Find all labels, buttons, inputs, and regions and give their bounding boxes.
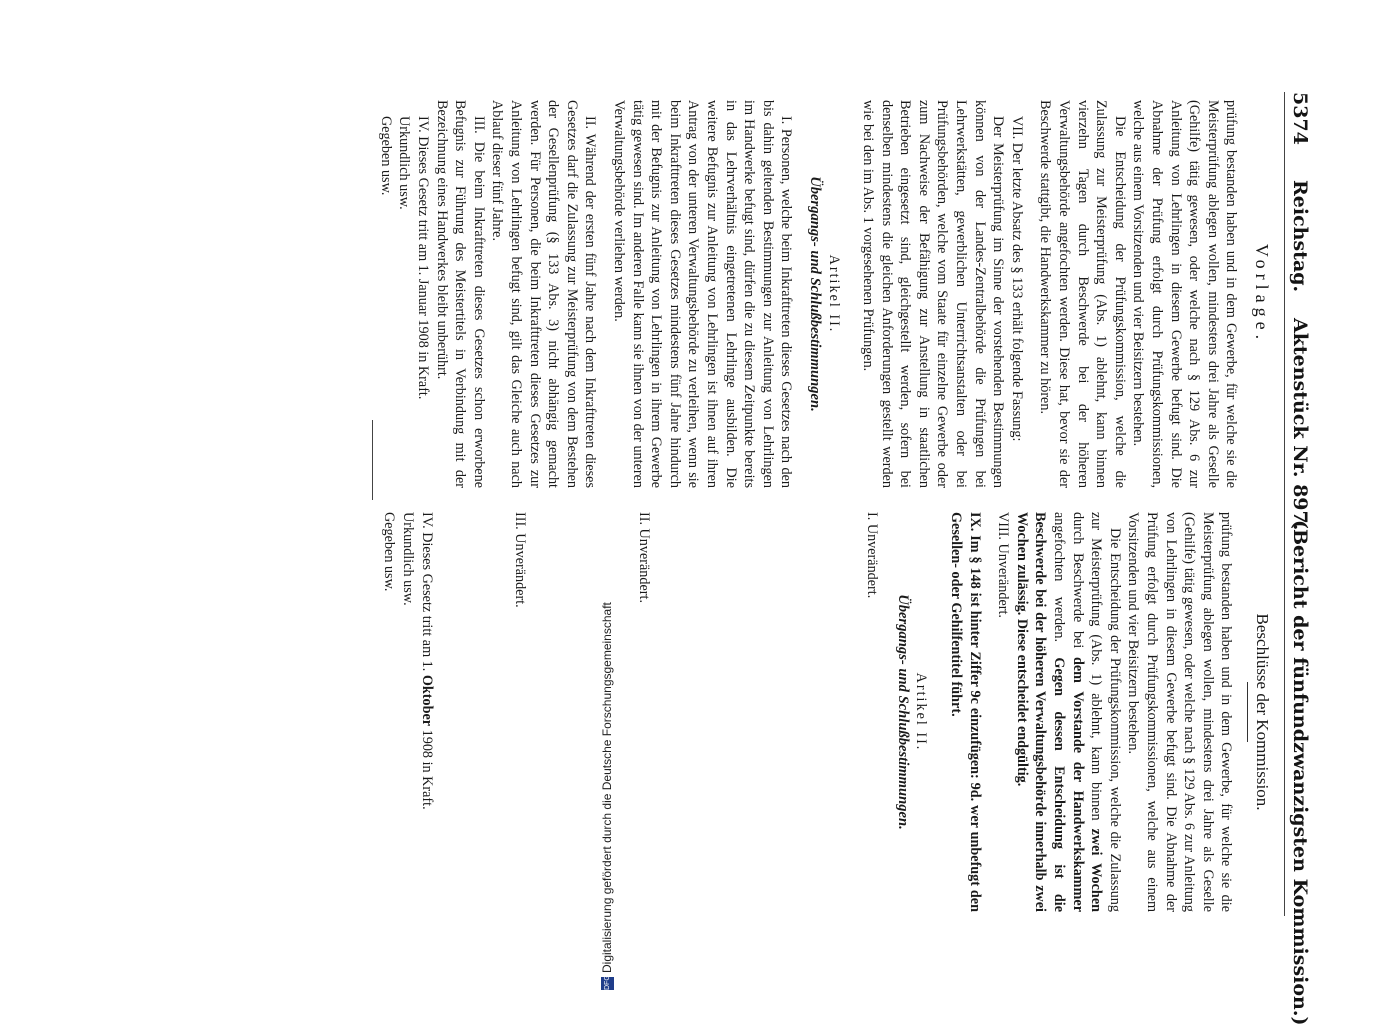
header-rule	[1284, 92, 1285, 916]
document-number: Aktenstück Nr. 897.	[1289, 318, 1311, 531]
left-paragraph-3: VII. Der letzte Absatz des § 133 erhält folgende Fassung:	[1008, 116, 1025, 442]
report-subtitle: (Bericht der fünfundzwanzigsten Kommission.)	[1289, 520, 1311, 1025]
right-clause-3: III. Unverändert.	[512, 512, 529, 608]
left-clause-4: IV. Dieses Gesetz tritt am 1. Januar 1908 in Kraft.	[415, 116, 432, 400]
left-column-title: Vorlage.	[1252, 243, 1272, 345]
right-clause-6: Gegeben usw.	[381, 512, 398, 592]
dfg-logo-icon: DFG	[601, 977, 614, 990]
right-clause-1: I. Unverändert.	[864, 512, 881, 599]
left-article-number: Artikel II.	[825, 254, 842, 334]
right-column	[380, 512, 1271, 912]
right-clause-5: Urkundlich usw.	[399, 512, 416, 606]
left-article-heading: Übergangs- und Schlußbestimmungen.	[806, 176, 823, 412]
right-clause-list	[380, 512, 882, 912]
footer-text: Digitalisierung gefördert durch die Deutsche Forschungsgemeinschaft	[600, 602, 614, 973]
journal-title: Reichstag.	[1289, 180, 1311, 293]
right-paragraph-4: IX. Im § 148 ist hinter Ziffer 9c einzufügen: 9d. wer unbefugt den Gesellen- oder Gehilfentitel führt.	[948, 512, 983, 912]
right-paragraph-3: VIII. Unverändert.	[995, 512, 1012, 618]
left-paragraph-4: Der Meisterprüfung im Sinne der vorstehenden Bestimmungen können von der Landes-Zentralbehörde die Prüfungen bei Lehrwerkstätten, gewerblichen Unterrichtsanstalten oder bei Prüfungsbehörden, welche vom Staate für einzelne Gewerbe oder zum Nachweise der Befähigung zur Anstellung in staatlichen Betrieben eingesetzt sind, gleichgestellt werden, sofern bei denselben mindestens die gleichen Anforderungen gestellt werden wie bei den im Abs. 1 vorgesehenen Prüfungen.	[860, 100, 1007, 488]
right-article-number: Artikel II.	[913, 672, 930, 752]
right-paragraph-1: prüfung bestanden haben und in dem Gewerbe, für welche sie die Meisterprüfung ablegen wollen, mindestens drei Jahre als Geselle (Gehilfe) tätig gewesen, oder welche nach § 129 Abs. 6 zur Anleitung von Lehrlingen in diesem Gewerbe befugt sind. Die Abnahme der Prüfung erfolgt durch Prüfungskommissionen, welche aus einem Vorsitzenden und vier Beisitzern bestehen.	[1125, 512, 1235, 912]
right-paragraph-2: Die Entscheidung der Prüfungskommission, welche die Zulassung zur Meisterprüfung (Abs. 1) ablehnt, kann binnen zwei Wochen durch Beschwerde bei dem Vorstande der Handwerkskammer angefochten werden. Gegen dessen Entscheidung ist die Beschwerde bei der höheren Verwaltungsbehörde innerhalb zwei Wochen zulässig. Diese entscheidet endgültig.	[1013, 512, 1123, 913]
right-clause-4: IV. Dieses Gesetz tritt am 1. Oktober 1908 in Kraft.	[418, 512, 435, 810]
left-clause-6: Gegeben usw.	[377, 116, 394, 196]
left-clause-1: I. Personen, welche beim Inkrafttreten dieses Gesetzes nach den bis dahin geltenden Bestimmungen zur Anleitung von Lehrlingen im Handwerke befugt sind, dürfen die zu diesem Zeitpunkte bereits in das Lehrverhältnis eingetretenen Lehrlinge ausbilden. Die weitere Befugnis zur Anleitung von Lehrlingen ist ihnen auf ihren Antrag von der unteren Verwaltungsbehörde zu verleihen, wenn sie beim Inkrafttreten dieses Gesetzes mindestens fünf Jahre hindurch mit der Befugnis zur Anleitung von Lehrlingen in ihrem Gewerbe tätig gewesen sind. Im anderen Falle kann sie ihnen von der unteren Verwaltungsbehörde verliehen werden.	[611, 100, 795, 488]
left-clause-5: Urkundlich usw.	[396, 116, 413, 210]
left-end-rule	[372, 420, 373, 500]
left-paragraph-2: Die Entscheidung der Prüfungskommission, welche die Zulassung zur Meisterprüfung (Abs. 1) ablehnt, kann binnen vierzehn Tagen durch Beschwerde bei der höheren Verwaltungsbehörde angefochten werden. Diese hat, bevor sie der Beschwerde stattgibt, die Handwerkskammer zu hören.	[1037, 100, 1128, 488]
right-column-title: Beschlüsse der Kommission.	[1253, 613, 1272, 811]
title-rule	[1247, 682, 1248, 742]
right-clause-2: II. Unverändert.	[635, 512, 652, 603]
right-article-heading: Übergangs- und Schlußbestimmungen.	[894, 594, 911, 830]
left-clause-2: II. Während der ersten fünf Jahre nach dem Inkrafttreten dieses Gesetzes darf die Zulassung zur Meisterprüfung von dem Bestehen der Gesellenprüfung (§ 133 Abs. 3) nicht abhängig gemacht werden. Für Personen, die beim Inkrafttreten dieses Gesetzes zur Anleitung von Lehrlingen befugt sind, gilt das Gleiche auch nach Ablauf dieser fünf Jahre.	[489, 100, 599, 488]
digitization-footer	[600, 0, 620, 990]
left-column	[376, 100, 1271, 488]
left-paragraph-1: prüfung bestanden haben und in dem Gewerbe, für welche sie die Meisterprüfung ablegen wollen, mindestens drei Jahre als Geselle (Gehilfe) tätig gewesen, oder welche nach § 129 Abs. 6 zur Anleitung von Lehrlingen in diesem Gewerbe befugt sind. Die Abnahme der Prüfung erfolgt durch Prüfungskommissionen, welche aus einem Vorsitzenden und vier Beisitzern bestehen.	[1130, 100, 1240, 488]
page-number: 5374	[1289, 92, 1311, 145]
left-clause-3: III. Die beim Inkrafttreten dieses Gesetzes schon erworbene Befugnis zur Führung des Meistertitels in Verbindung mit der Bezeichnung eines Handwerkes bleibt unberührt.	[433, 100, 487, 488]
